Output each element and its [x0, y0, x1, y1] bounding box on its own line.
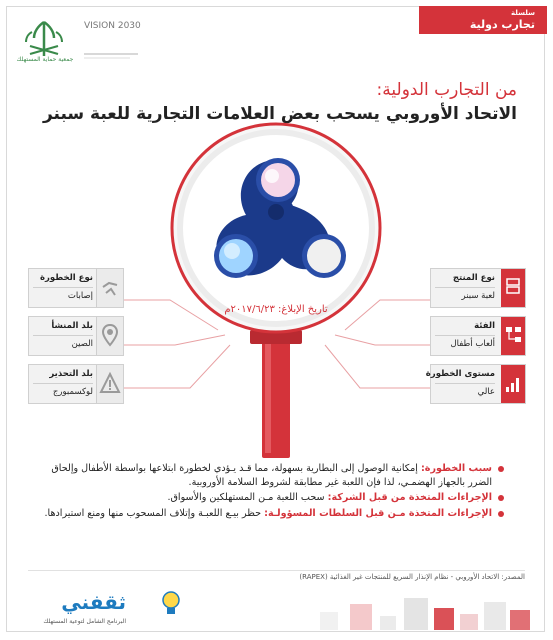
risk-level-icon [501, 365, 525, 403]
source-note: المصدر: الاتحاد الأوروبي - نظام الإنذار السريع للمنتجات غير الغذائية (RAPEX) [299, 573, 525, 581]
decorative-cubes [300, 588, 545, 632]
card-warning-country-label: بلد التحذير [49, 369, 93, 379]
card-category-label: الفئة [474, 321, 495, 331]
authority-action-key: الإجراءات المتخذة مـن قبل السلطات المسؤولـة: [264, 507, 492, 519]
card-risk-level-value: عالي [477, 387, 495, 397]
card-product-type-value: لعبة سبنر [461, 291, 495, 301]
location-pin-icon [96, 317, 123, 355]
authority-action-text: حظر بيـع اللعبـة وإتلاف المسحوب منها ومنع استيرادها. [44, 507, 265, 519]
card-product-type-label: نوع المنتج [452, 273, 495, 283]
card-origin-country [28, 316, 124, 356]
consumer-association-logo-text: جمعية حماية المستهلك [16, 56, 74, 63]
card-product-type [430, 268, 526, 308]
risk-reason-text: إمكانية الوصول إلى البطارية بسهولة، مما قـد يـؤدي لخطورة ابتلاعها بواسطة الأطفال وإلحاق الضرر بالجهاز الهضمـي، لذا فإن اللعبة غير مطابقة لشروط السلامة الأوروبية. [51, 463, 492, 489]
card-risk-type-value: إصابات [67, 291, 93, 301]
card-origin-country-value: الصين [71, 339, 93, 349]
lightbulb-icon [160, 590, 182, 618]
page-title: الاتحاد الأوروبي يسحب بعض العلامات التجارية للعبة سبنر [42, 104, 517, 124]
series-tab-small: سلسلة [511, 9, 535, 17]
card-risk-level-label: مستوى الخطورة [425, 369, 495, 379]
product-icon [501, 269, 525, 307]
series-tab-title: تجارب دولية [469, 18, 535, 31]
brand-name: ثقفني [61, 590, 126, 614]
injury-icon [96, 269, 123, 307]
category-icon [501, 317, 525, 355]
card-origin-country-label: بلد المنشأ [51, 321, 93, 331]
company-action-key: الإجراءات المتخذة من قبل الشركة: [327, 492, 492, 504]
list-item [28, 507, 506, 521]
footer-brand [16, 590, 156, 634]
card-risk-level [425, 364, 526, 404]
card-warning-country [28, 364, 124, 404]
card-category-value: ألعاب أطفال [450, 339, 495, 349]
list-item [28, 491, 506, 505]
risk-reason-key: سبب الخطورة: [420, 463, 492, 474]
card-category [430, 316, 526, 356]
source-divider [28, 570, 525, 571]
details-list [28, 462, 506, 522]
brand-tagline: البرنامج الشامل لتوعية المستهلك [43, 618, 126, 625]
company-action-text: سحب اللعبة مـن المستهلكين والأسواق. [167, 492, 328, 504]
list-item [28, 462, 506, 490]
vision-logo-text: VISION 2030 [84, 21, 141, 31]
card-warning-country-value: لوكسمبورج [52, 387, 93, 397]
page-subtitle: من التجارب الدولية: [376, 80, 517, 100]
warning-icon [96, 365, 123, 403]
notice-date: تاريخ الإبلاغ: ٢٠١٧/٦/٢٣م [224, 304, 328, 315]
card-risk-type [28, 268, 124, 308]
card-risk-type-label: نوع الخطورة [39, 273, 93, 283]
